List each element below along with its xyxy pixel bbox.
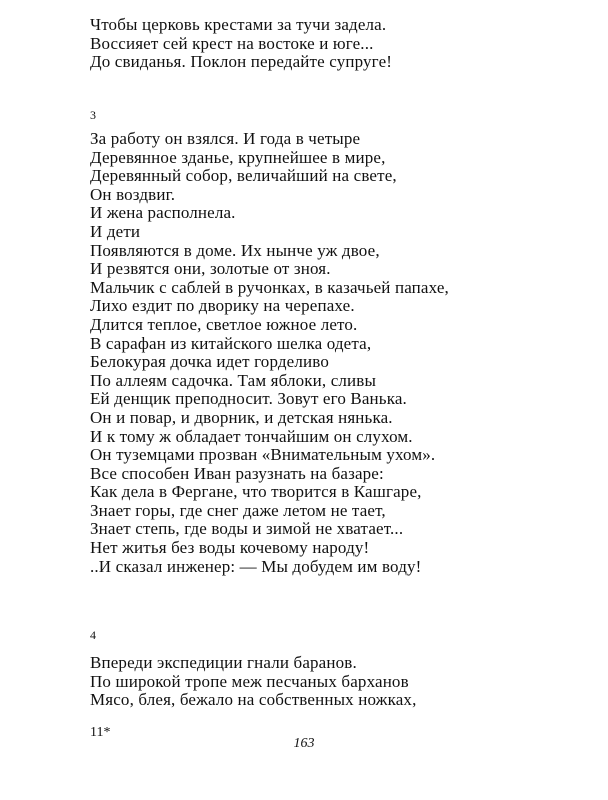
poem-line: Он и повар, и дворник, и детская нянька.	[90, 407, 393, 427]
poem-section-3	[90, 130, 560, 576]
poem-line: В сарафан из китайского шелка одета,	[90, 333, 372, 353]
poem-line: Белокурая дочка идет горделиво	[90, 352, 329, 372]
poem-line: Мальчик с саблей в ручонках, в казачьей папахе,	[90, 277, 449, 297]
poem-line: Он туземцами прозван «Внимательным ухом».	[90, 445, 436, 465]
poem-line: Длится теплое, светлое южное лето.	[90, 314, 358, 334]
poem-line: Деревянный собор, величайший на свете,	[90, 166, 397, 186]
poem-line: Деревянное зданье, крупнейшее в мире,	[90, 147, 386, 167]
poem-line: И к тому ж обладает тончайшим он слухом.	[90, 426, 413, 446]
poem-line: Мясо, блея, бежало на собственных ножках,	[90, 690, 417, 710]
poem-line: Чтобы церковь крестами за тучи задела.	[90, 15, 387, 34]
poem-line: Знает степь, где воды и зимой не хватает...	[90, 519, 404, 539]
poem-block-continuation	[90, 16, 560, 72]
poem-line: Все способен Иван разузнать на базаре:	[90, 463, 384, 483]
poem-line: По аллеям садочка. Там яблоки, сливы	[90, 370, 377, 390]
poem-line: Появляются в доме. Их нынче уж двое,	[90, 240, 380, 260]
section-number: 4	[90, 628, 96, 642]
poem-line: Как дела в Фергане, что творится в Кашгаре,	[90, 482, 422, 502]
poem-line: И жена располнела.	[90, 203, 236, 223]
poem-line: По широкой тропе меж песчаных барханов	[90, 671, 409, 691]
poem-line: До свиданья. Поклон передайте супруге!	[90, 52, 393, 72]
poem-line: Впереди экспедиции гнали баранов.	[90, 653, 357, 672]
poem-line: И дети	[90, 221, 141, 241]
poem-line: Воссияет сей крест на востоке и юге...	[90, 33, 374, 53]
poem-line: Ей денщик преподносит. Зовут его Ванька.	[90, 389, 407, 409]
poem-section-4	[90, 654, 560, 710]
printer-signature-mark: 11*	[90, 725, 111, 740]
poem-line: Лихо ездит по дворику на черепахе.	[90, 296, 355, 316]
poem-line: За работу он взялся. И года в четыре	[90, 129, 361, 148]
section-number: 3	[90, 108, 96, 122]
poem-line: Он воздвиг.	[90, 184, 176, 204]
page-number: 163	[293, 736, 315, 751]
poem-line: ..И сказал инженер: — Мы добудем им воду!	[90, 556, 422, 576]
poem-line: И резвятся они, золотые от зноя.	[90, 259, 331, 279]
poem-line: Знает горы, где снег даже летом не тает,	[90, 500, 386, 520]
poem-line: Нет житья без воды кочевому народу!	[90, 538, 370, 558]
